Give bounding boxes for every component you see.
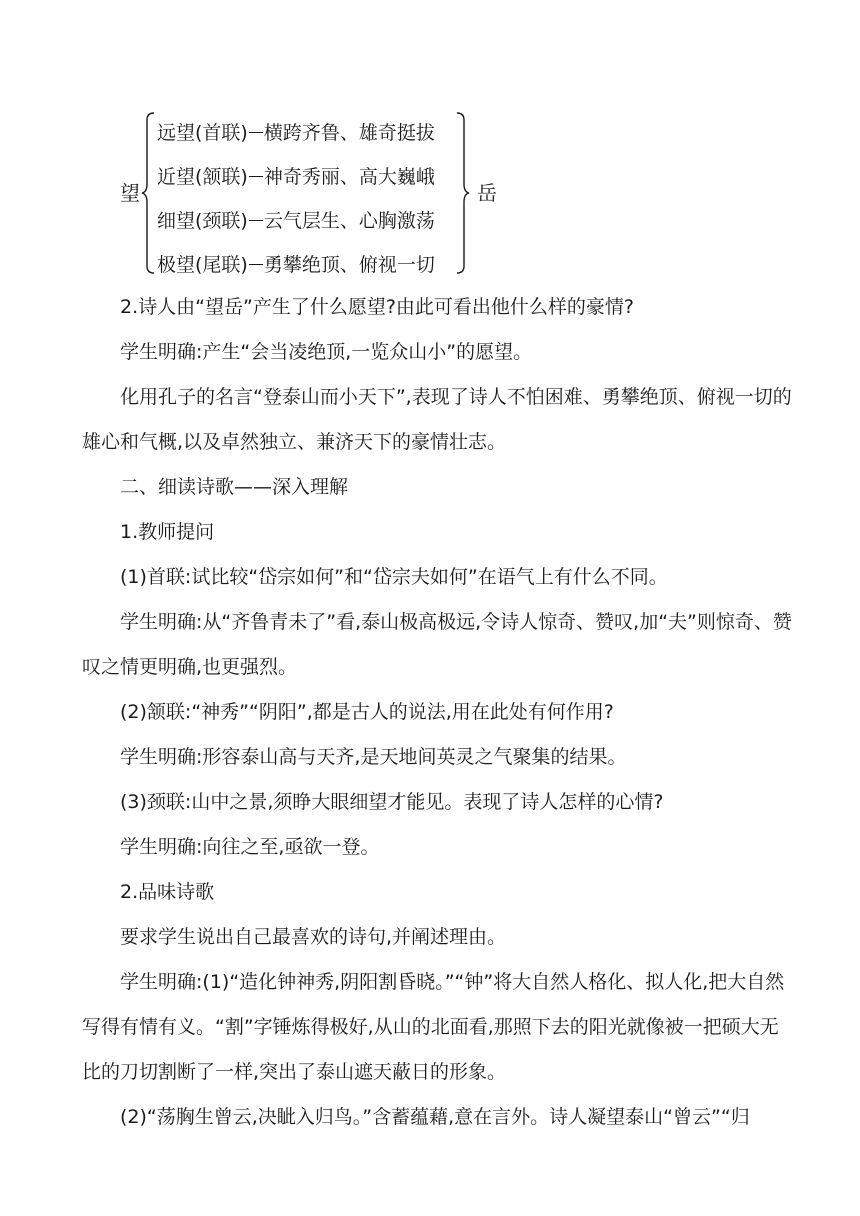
question-2: 2.诗人由“望岳”产生了什么愿望?由此可看出他什么样的豪情? [120, 296, 634, 318]
diagram-row [157, 246, 435, 290]
left-brace [141, 112, 155, 274]
diagram-left-label: 望 [120, 181, 140, 205]
right-brace [456, 112, 470, 274]
dash-line [249, 132, 263, 133]
dash-line [249, 264, 263, 265]
question-shoulian: (1)首联:试比较“岱宗如何”和“岱宗夫如何”在语气上有什么不同。 [120, 566, 668, 588]
row-label: 细望(颈联) [157, 210, 248, 232]
dash-line [249, 220, 263, 221]
answer-favorite-2: (2)“荡胸生曾云,决眦入归鸟。”含蓄蕴藉,意在言外。诗人凝望泰山“曾云”“归 [120, 1106, 750, 1128]
outline-diagram [0, 112, 860, 277]
answer-favorite-1: 学生明确:(1)“造化钟神秀,阴阳割昏晓。”“钟”将大自然人格化、拟人化,把大自然写得有情有义。“割”字锤炼得极好,从山的北面看,那照下去的阳光就像被一把硕大无比的刀切割断了一样,突出了泰山遮天蔽日的形象。 [82, 971, 785, 1083]
diagram-row [157, 114, 435, 158]
row-label: 极望(尾联) [157, 254, 248, 276]
diagram-right-label: 岳 [477, 181, 497, 205]
dash-line [249, 176, 263, 177]
diagram-row [157, 202, 435, 246]
paragraph-huayong: 化用孔子的名言“登泰山而小天下”,表现了诗人不怕困难、勇攀绝顶、俯视一切的雄心和气概,以及卓然独立、兼济天下的豪情壮志。 [82, 386, 792, 453]
subheading-teacher-questions: 1.教师提问 [120, 521, 215, 543]
row-desc: 勇攀绝顶、俯视一切 [263, 254, 435, 276]
diagram-row [157, 158, 435, 202]
row-desc: 神奇秀丽、高大巍峨 [263, 166, 435, 188]
diagram-rows [157, 114, 435, 290]
answer-2: 学生明确:产生“会当凌绝顶,一览众山小”的愿望。 [120, 341, 533, 363]
question-jinglian: (3)颈联:山中之景,须睁大眼细望才能见。表现了诗人怎样的心情? [120, 791, 664, 813]
section-heading: 二、细读诗歌——深入理解 [120, 476, 349, 498]
row-label: 远望(首联) [157, 122, 248, 144]
answer-shoulian: 学生明确:从“齐鲁青未了”看,泰山极高极远,令诗人惊奇、赞叹,加“夫”则惊奇、赞叹之情更明确,也更强烈。 [82, 611, 792, 678]
answer-hanlian: 学生明确:形容泰山高与天齐,是天地间英灵之气聚集的结果。 [120, 746, 627, 768]
answer-jinglian: 学生明确:向往之至,亟欲一登。 [120, 836, 380, 858]
row-label: 近望(颔联) [157, 166, 248, 188]
question-hanlian: (2)颔联:“神秀”“阴阳”,都是古人的说法,用在此处有何作用? [120, 701, 614, 723]
subheading-pinwei: 2.品味诗歌 [120, 881, 215, 903]
row-desc: 横跨齐鲁、雄奇挺拔 [263, 122, 435, 144]
requirement-text: 要求学生说出自己最喜欢的诗句,并阐述理由。 [120, 926, 507, 948]
row-desc: 云气层生、心胸激荡 [263, 210, 435, 232]
